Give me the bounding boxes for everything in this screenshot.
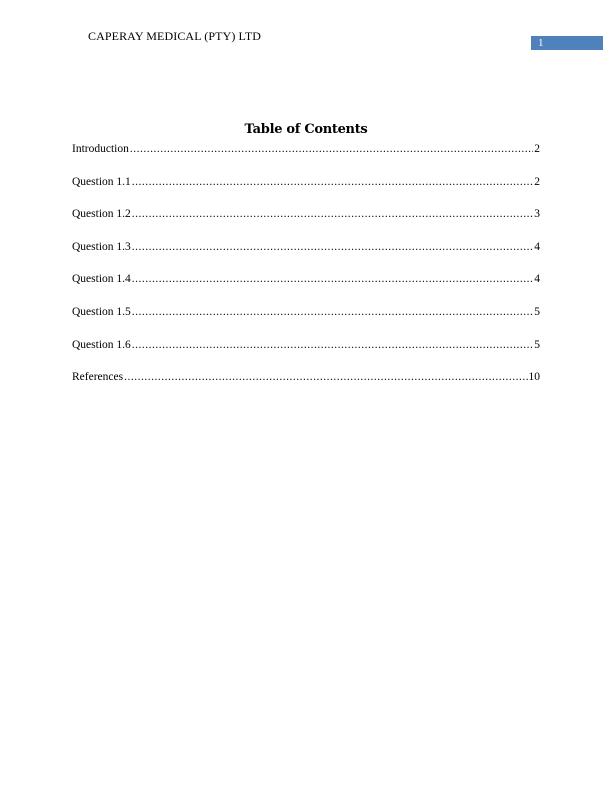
toc-list: [72, 142, 540, 403]
toc-leader: [132, 338, 533, 352]
toc-leader: [132, 175, 533, 189]
page-number-badge: [531, 36, 603, 50]
toc-entry-label: Question 1.1: [72, 175, 131, 188]
toc-entry-question-1-2[interactable]: [72, 207, 540, 240]
toc-leader: [132, 207, 533, 221]
toc-entry-page: 2: [534, 175, 540, 188]
toc-entry-references[interactable]: [72, 370, 540, 403]
toc-entry-label: Question 1.3: [72, 240, 131, 253]
toc-leader: [132, 305, 533, 319]
toc-leader: [130, 142, 533, 156]
toc-entry-label: Introduction: [72, 143, 129, 155]
toc-entry-question-1-4[interactable]: [72, 272, 540, 305]
toc-entry-page: 3: [534, 208, 540, 221]
toc-entry-question-1-3[interactable]: [72, 240, 540, 273]
toc-entry-question-1-1[interactable]: [72, 175, 540, 208]
toc-entry-page: 4: [534, 240, 540, 253]
toc-leader: [132, 272, 533, 286]
page-number: 1: [538, 37, 544, 49]
toc-leader: [124, 370, 527, 384]
toc-entry-introduction[interactable]: [72, 142, 540, 175]
toc-entry-question-1-6[interactable]: [72, 338, 540, 371]
toc-title: Table of Contents: [244, 122, 368, 137]
toc-entry-page: 10: [528, 371, 540, 384]
toc-entry-label: References: [72, 371, 124, 384]
toc-leader: [132, 240, 533, 254]
toc-entry-page: 4: [534, 273, 540, 286]
toc-entry-label: Question 1.6: [72, 338, 131, 351]
toc-entry-question-1-5[interactable]: [72, 305, 540, 338]
toc-entry-label: Question 1.4: [72, 273, 131, 286]
toc-entry-page: 5: [534, 305, 540, 318]
toc-entry-page: 2: [534, 143, 540, 155]
toc-entry-label: Question 1.2: [72, 208, 131, 221]
header-company-name: CAPERAY MEDICAL (PTY) LTD: [88, 29, 262, 43]
toc-entry-page: 5: [534, 338, 540, 351]
toc-entry-label: Question 1.5: [72, 305, 131, 318]
